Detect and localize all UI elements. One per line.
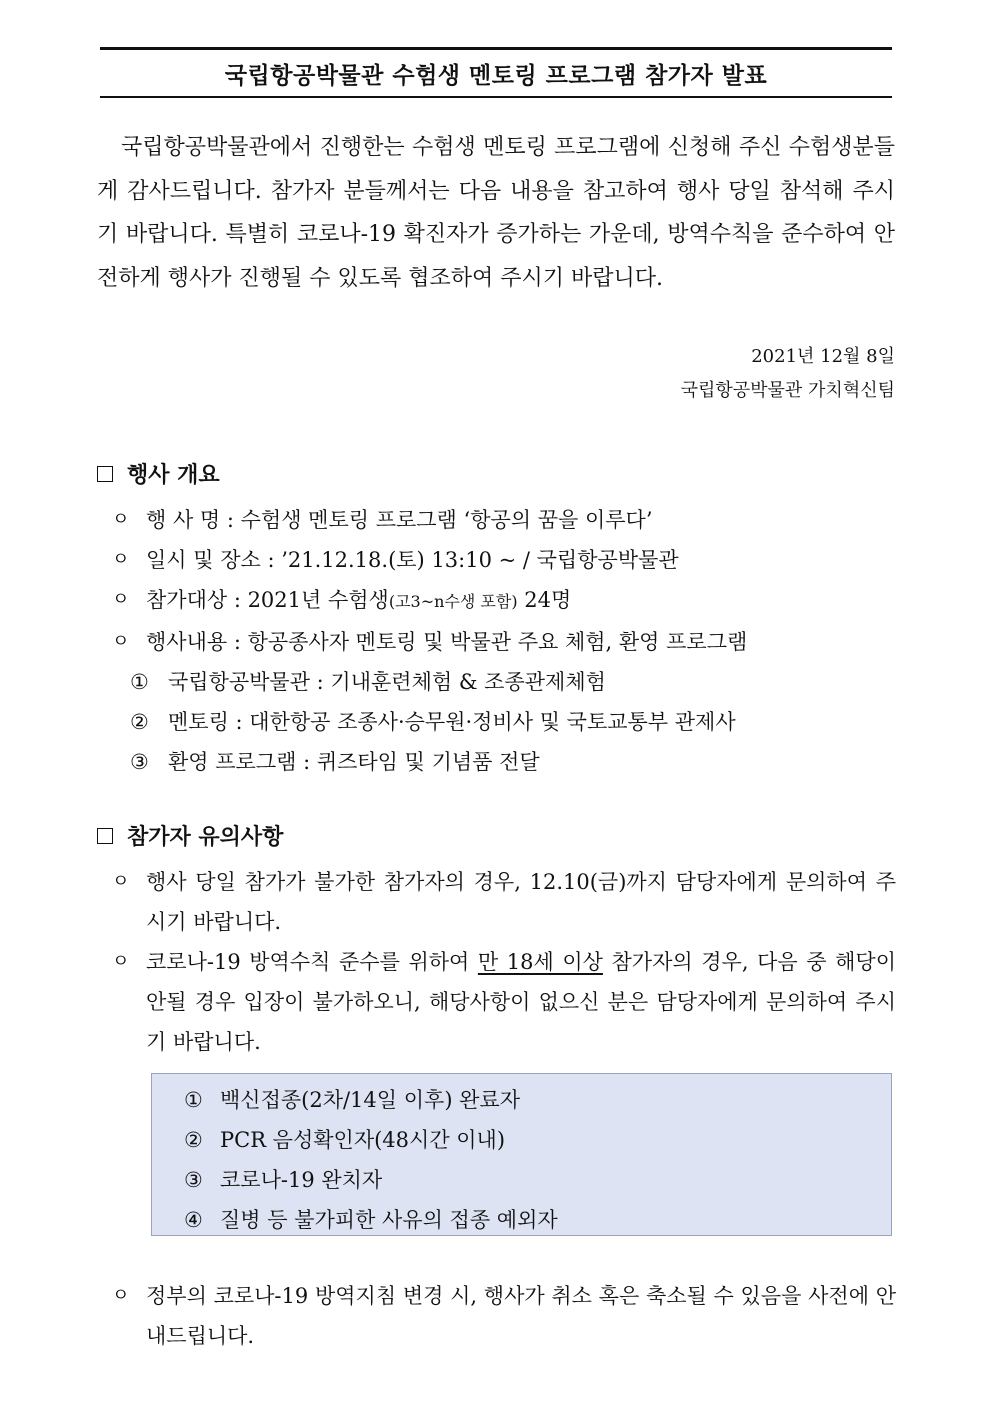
- condition-item: [184, 1080, 891, 1120]
- sub-item-number: ③: [130, 750, 149, 774]
- participants-prefix: 참가대상 : 2021년 수험생: [146, 588, 389, 612]
- condition-item: [184, 1160, 891, 1200]
- sub-item-text: 멘토링 : 대한항공 조종사·승무원·정비사 및 국토교통부 관제사: [168, 710, 736, 734]
- participants-note: (고3~n수생 포함): [388, 592, 518, 611]
- section-event-overview-title: [97, 458, 220, 489]
- event-participants: [146, 580, 896, 622]
- condition-number: ④: [184, 1208, 203, 1232]
- list-item: [112, 862, 896, 942]
- sub-item-text: 환영 프로그램 : 퀴즈타임 및 기념품 전달: [168, 750, 540, 774]
- circle-bullet-icon: ㅇ: [112, 1285, 130, 1306]
- condition-text: 질병 등 불가피한 사유의 접종 예외자: [220, 1208, 558, 1232]
- sub-item-number: ①: [130, 670, 149, 694]
- event-date-place: 일시 및 장소 : ’21.12.18.(토) 13:10 ~ / 국립항공박물관: [146, 548, 679, 572]
- condition-number: ②: [184, 1128, 203, 1152]
- list-item: [112, 500, 896, 540]
- sub-item-text: 국립항공박물관 : 기내훈련체험 & 조종관제체험: [168, 670, 606, 694]
- condition-text: PCR 음성확인자(48시간 이내): [220, 1128, 506, 1152]
- notice-text-part: 참가자의 경우, 다음 중 해당이 안될 경우 입장이 불가하오니, 해당사항이 없으신 분은 담당자에게 문의하여 주시기 바랍니다.: [146, 950, 896, 1054]
- circle-bullet-icon: ㅇ: [112, 549, 130, 570]
- condition-item: [184, 1200, 891, 1240]
- sub-list-item: [112, 662, 896, 702]
- square-bullet-icon: [97, 466, 113, 482]
- sub-item-number: ②: [130, 710, 149, 734]
- circle-bullet-icon: ㅇ: [112, 631, 130, 652]
- event-name: 행 사 명 : 수험생 멘토링 프로그램 ‘항공의 꿈을 이루다’: [146, 508, 653, 532]
- list-item: [112, 942, 896, 1062]
- condition-text: 백신접종(2차/14일 이후) 완료자: [220, 1088, 521, 1112]
- list-item: [112, 1276, 896, 1356]
- section-notices-title: [97, 820, 283, 851]
- section-title-text: 참가자 유의사항: [127, 825, 284, 850]
- intro-paragraph: 국립항공박물관에서 진행한는 수험생 멘토링 프로그램에 신청해 주신 수험생분들게 감사드립니다. 참가자 분들께서는 다음 내용을 참고하여 행사 당일 참석해 주시기 바랍니다. 특별히 코로나-19 확진자가 증가하는 가운데, 방역수칙을 준수하여 안전하게 행사가 진행될 수 있도록 협조하여 주시기 바랍니다.: [97, 135, 895, 291]
- circle-bullet-icon: ㅇ: [112, 589, 130, 610]
- event-overview-list: [112, 500, 896, 782]
- sub-list-item: [112, 742, 896, 782]
- list-item: [112, 622, 896, 662]
- section-title-text: 행사 개요: [127, 463, 220, 488]
- notice-text-part: 코로나-19 방역수칙 준수를 위하여: [146, 950, 478, 974]
- circle-bullet-icon: ㅇ: [112, 871, 130, 892]
- condition-number: ①: [184, 1088, 203, 1112]
- list-item: [112, 540, 896, 580]
- participants-count: 24명: [517, 588, 572, 612]
- document-date: 2021년 12월 8일: [751, 346, 895, 367]
- issuing-organization: 국립항공박물관 가치혁신팀: [680, 380, 895, 401]
- title-banner: [100, 47, 892, 98]
- condition-number: ③: [184, 1168, 203, 1192]
- list-item: [112, 580, 896, 622]
- notices-list-continued: [112, 1276, 896, 1356]
- circle-bullet-icon: ㅇ: [112, 509, 130, 530]
- event-content: 행사내용 : 항공종사자 멘토링 및 박물관 주요 체험, 환영 프로그램: [146, 630, 748, 654]
- notice-age-emphasis: 만 18세 이상: [477, 950, 603, 974]
- entry-conditions-box: [151, 1073, 892, 1236]
- page-title: 국립항공박물관 수험생 멘토링 프로그램 참가자 발표: [224, 62, 768, 89]
- circle-bullet-icon: ㅇ: [112, 951, 130, 972]
- square-bullet-icon: [97, 828, 113, 844]
- notice-policy-change: 정부의 코로나-19 방역지침 변경 시, 행사가 취소 혹은 축소될 수 있음을 사전에 안내드립니다.: [146, 1284, 896, 1348]
- condition-item: [184, 1120, 891, 1160]
- condition-text: 코로나-19 완치자: [220, 1168, 383, 1192]
- sub-list-item: [112, 702, 896, 742]
- notice-quarantine: [146, 942, 896, 1062]
- notice-absence: 행사 당일 참가가 불가한 참가자의 경우, 12.10(금)까지 담당자에게 문의하여 주시기 바랍니다.: [146, 870, 896, 934]
- notices-list: [112, 862, 896, 1062]
